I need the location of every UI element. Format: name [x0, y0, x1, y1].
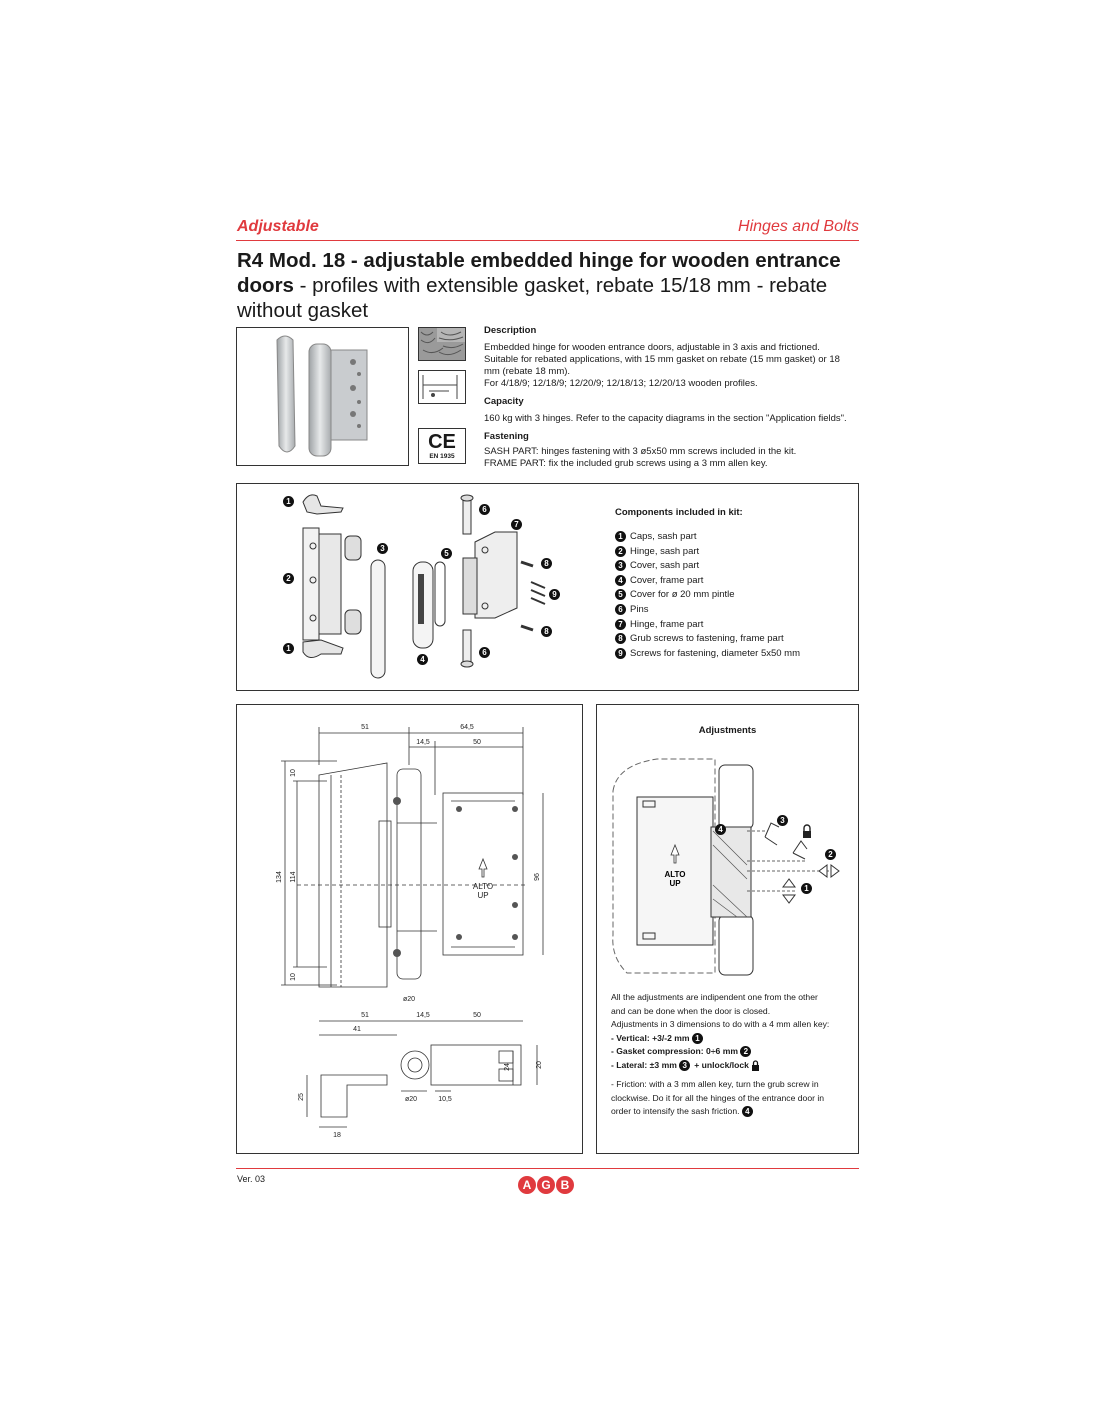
kit-item — [615, 618, 800, 633]
adj-callout-friction: 4 — [715, 824, 726, 835]
technical-drawing — [237, 705, 582, 1153]
fastening-heading: Fastening — [484, 431, 529, 442]
description-line: mm (rebate 18 mm). — [484, 366, 571, 377]
adj-intro-line: All the adjustments are indipendent one from the other — [611, 992, 818, 1002]
adj-friction-text: order to intensify the sash friction. — [611, 1106, 740, 1116]
kit-item — [615, 574, 800, 589]
technical-drawing-box — [236, 704, 583, 1154]
adj-alto-label: ALTO — [664, 870, 686, 879]
kit-item — [615, 603, 800, 618]
dim-text: 10 — [290, 769, 297, 777]
kit-item — [615, 632, 800, 647]
ce-mark — [418, 428, 466, 464]
adjustments-text — [611, 991, 857, 1119]
callout: 6 — [479, 504, 490, 515]
alto-label: ALTO — [472, 882, 494, 891]
callout: 1 — [283, 496, 294, 507]
callout: 8 — [541, 558, 552, 569]
ce-logo: CE — [428, 431, 456, 453]
footer-rule — [236, 1168, 859, 1169]
dim-text: 64,5 — [460, 724, 474, 731]
kit-number: 8 — [615, 633, 626, 644]
callout: 3 — [377, 543, 388, 554]
fastening-line: SASH PART: hinges fastening with 3 ø5x50 mm screws included in the kit. — [484, 446, 797, 457]
dim-text: 96 — [534, 873, 541, 881]
callout: 4 — [417, 654, 428, 665]
adj-gasket-num: 2 — [740, 1046, 751, 1057]
description-line: Embedded hinge for wooden entrance doors, adjustable in 3 axis and frictioned. — [484, 342, 820, 353]
kit-number: 1 — [615, 531, 626, 542]
logo-letter: B — [556, 1176, 574, 1194]
callout: 1 — [283, 643, 294, 654]
kit-label: Caps, sash part — [630, 531, 697, 542]
adj-callout-vertical: 1 — [801, 883, 812, 894]
description-line: For 4/18/9; 12/18/9; 12/20/9; 12/18/13; 12/20/13 wooden profiles. — [484, 378, 758, 389]
dim-text: 25 — [298, 1093, 305, 1101]
wood-profile-icon — [418, 327, 466, 361]
adj-callout-gasket: 2 — [825, 849, 836, 860]
dim-text: 114 — [290, 871, 297, 883]
kit-label: Grub screws to fastening, frame part — [630, 633, 784, 645]
adj-lateral-text: - Lateral: ±3 mm — [611, 1059, 677, 1070]
kit-item — [615, 588, 800, 603]
kit-label: Hinge, frame part — [630, 618, 704, 630]
kit-number: 9 — [615, 648, 626, 659]
ce-standard: EN 1935 — [429, 453, 455, 460]
adjustments-heading: Adjustments — [698, 725, 757, 736]
adjustments-box — [596, 704, 859, 1154]
adj-vertical-num: 1 — [692, 1033, 703, 1044]
dim-text: ø20 — [402, 996, 416, 1003]
kit-number: 2 — [615, 546, 626, 557]
kit-item — [615, 647, 800, 662]
kit-item — [615, 559, 800, 574]
callout: 9 — [549, 589, 560, 600]
agb-logo — [518, 1176, 574, 1194]
dim-text: 50 — [473, 1012, 481, 1019]
kit-number: 6 — [615, 604, 626, 615]
capacity-heading: Capacity — [484, 396, 524, 407]
logo-letter: A — [518, 1176, 536, 1194]
dim-text: 14,5 — [416, 1012, 430, 1019]
header-rule — [236, 240, 859, 241]
callout: 5 — [441, 548, 452, 559]
section-label: Hinges and Bolts — [738, 218, 859, 235]
dim-text: 51 — [361, 724, 369, 731]
dim-text: 20 — [536, 1061, 543, 1069]
kit-list — [615, 507, 800, 661]
adj-up-label: UP — [669, 879, 681, 888]
kit-number: 5 — [615, 589, 626, 600]
adj-lateral — [611, 1059, 857, 1073]
kit-label: Cover, frame part — [630, 574, 704, 586]
fastening-line: FRAME PART: fix the included grub screws using a 3 mm allen key. — [484, 458, 768, 469]
kit-label: Pins — [630, 603, 649, 615]
capacity-text: 160 kg with 3 hinges. Refer to the capacity diagrams in the section "Application fields". — [484, 413, 847, 424]
rebate-icon — [418, 370, 466, 404]
adj-intro-line: and can be done when the door is closed. — [611, 1005, 771, 1016]
description-heading: Description — [484, 325, 537, 336]
adj-vertical-text: - Vertical: +3/-2 mm — [611, 1032, 690, 1043]
dim-text: 24 — [504, 1063, 511, 1071]
adj-lateral-suffix: + unlock/lock — [694, 1059, 749, 1070]
components-box — [236, 483, 859, 691]
page-title — [237, 248, 877, 323]
title-bold: R4 Mod. 18 - adjustable embedded hinge for wooden entrance doors — [237, 249, 841, 297]
kit-label: Hinge, sash part — [630, 545, 700, 557]
kit-item — [615, 545, 800, 560]
adj-friction-num: 4 — [742, 1106, 753, 1117]
category-label: Adjustable — [237, 218, 319, 235]
dim-text: 18 — [333, 1132, 341, 1139]
adj-vertical — [611, 1032, 857, 1046]
adj-callout-lateral: 3 — [777, 815, 788, 826]
description-line: Suitable for rebated applications, with 15 mm gasket on rebate (15 mm gasket) or 18 — [484, 354, 840, 365]
adj-lateral-num: 3 — [679, 1060, 690, 1071]
version-label: Ver. 03 — [237, 1174, 266, 1184]
adj-gasket-text: - Gasket compression: 0÷6 mm — [611, 1046, 738, 1056]
adj-gasket — [611, 1045, 857, 1059]
logo-letter: G — [537, 1176, 555, 1194]
title-normal: - profiles with extensible gasket, rebate 15/18 mm - rebate without gasket — [237, 274, 828, 322]
kit-label: Cover for ø 20 mm pintle — [630, 589, 735, 601]
kit-item — [615, 530, 800, 545]
kit-number: 7 — [615, 619, 626, 630]
dim-text: 50 — [473, 739, 481, 746]
kit-number: 3 — [615, 560, 626, 571]
description-block — [484, 325, 864, 470]
dim-text: 10,5 — [438, 1096, 452, 1103]
adj-friction — [611, 1105, 857, 1119]
dim-text: 51 — [361, 1012, 369, 1019]
lock-icon — [751, 1060, 760, 1071]
adjustments-diagram — [597, 745, 858, 985]
adj-friction-line: - Friction: with a 3 mm allen key, turn the grub screw in — [611, 1079, 819, 1089]
dim-text: 134 — [276, 871, 283, 883]
dim-text: 10 — [290, 973, 297, 981]
callout: 2 — [283, 573, 294, 584]
dim-text: ø20 — [404, 1096, 418, 1103]
kit-label: Screws for fastening, diameter 5x50 mm — [630, 647, 801, 659]
adj-friction-line: clockwise. Do it for all the hinges of the entrance door in — [611, 1092, 825, 1103]
product-photo — [236, 327, 409, 466]
adj-intro-line: Adjustments in 3 dimensions to do with a 4 mm allen key: — [611, 1019, 830, 1029]
dim-text: 41 — [353, 1026, 361, 1033]
kit-heading: Components included in kit: — [615, 507, 743, 518]
callout: 8 — [541, 626, 552, 637]
kit-label: Cover, sash part — [630, 560, 700, 572]
up-label: UP — [477, 891, 489, 900]
callout: 6 — [479, 647, 490, 658]
kit-number: 4 — [615, 575, 626, 586]
dim-text: 14,5 — [416, 739, 430, 746]
callout: 7 — [511, 519, 522, 530]
hinge-photo-illustration — [237, 328, 408, 465]
